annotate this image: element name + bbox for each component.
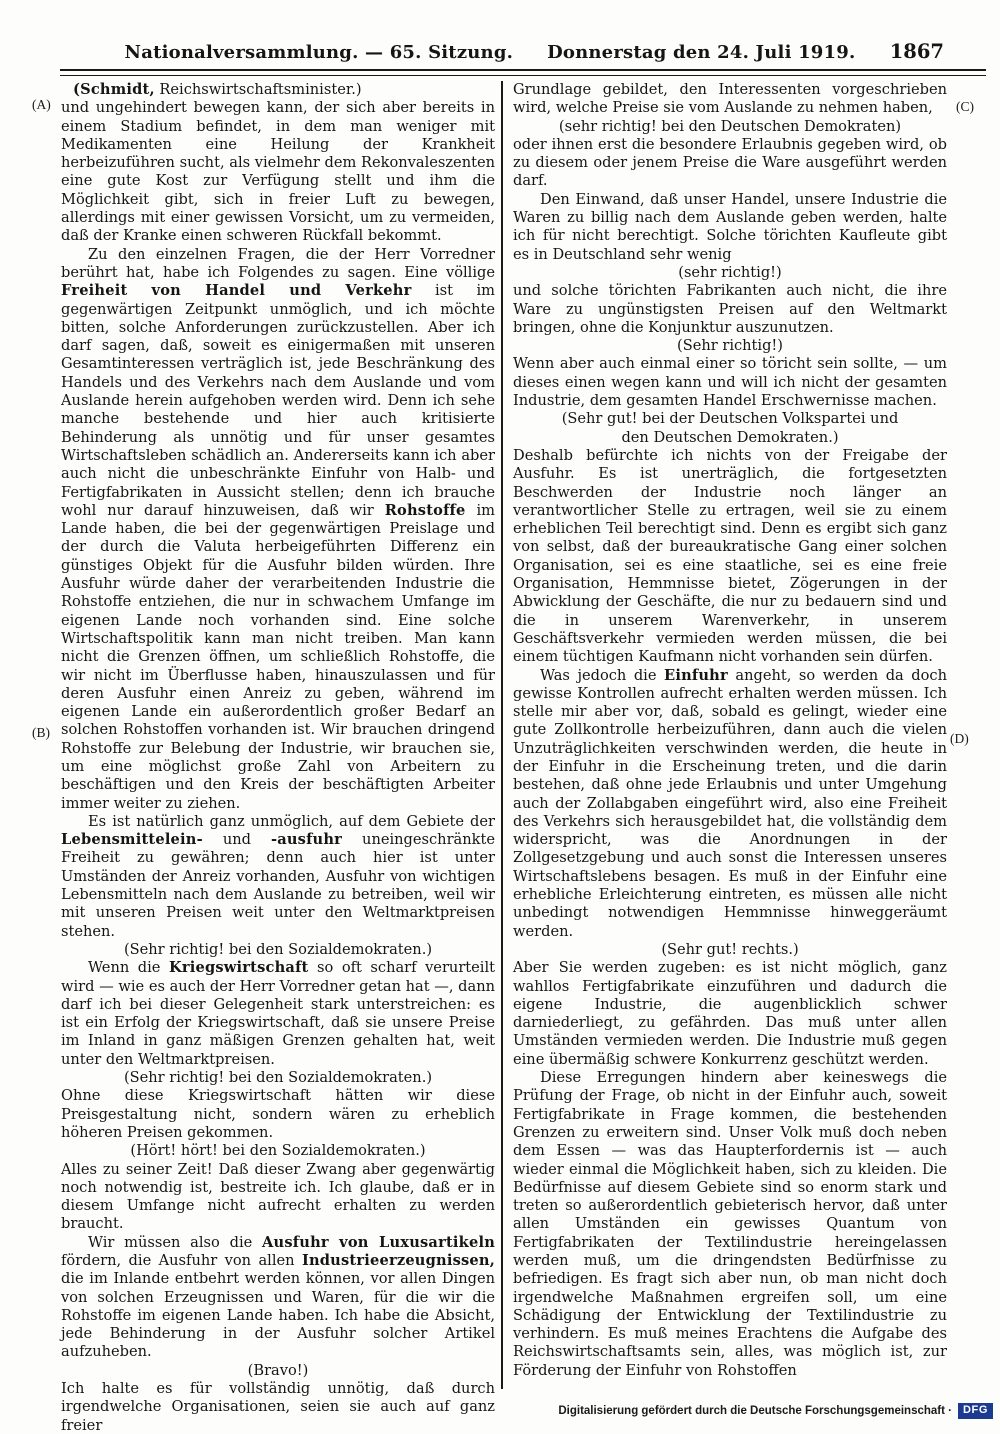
header-rule xyxy=(60,69,986,76)
paragraph xyxy=(513,355,947,410)
body-text: ist im gegenwärtigen Zeitpunkt unmöglich, und ich möchte bitten, solche Anforderungen zurückzustellen. Aber ich darf sagen, daß, soweit es einigermaßen mit unseren Gesamtinteressen verträglich ist, jede Beschränkung des Handels und des Verkehrs nach dem Auslande und vom Auslande herein aufgehoben werden wird. Denn ich sehe manche bestehende und hier auch kritisierte Behinderung als unnötig und für unser gesamtes Wirtschaftsleben schädlich an. Andererseits kann ich aber auch nicht die unbeschränkte Einfuhr von Halb- und Fertigfabrikaten in Aussicht stellen; denn ich brauche wohl nur darauf hinzuweisen, daß wir xyxy=(61,282,495,519)
body-text: Aber Sie werden zugeben: es ist nicht möglich, ganz wahllos Fertigfabrikate einzuführen und dadurch die eigene Industrie, die augenblicklich schwer darniederliegt, zu gefährden. Das muß unter allen Umständen vermieden werden. Die Industrie muß gegen eine übermäßig schwere Konkurrenz geschützt werden. xyxy=(513,959,947,1068)
body-text: Wenn aber auch einmal einer so töricht sein sollte, — um dieses einen wegen kann und will ich nicht der gesamten Industrie, dem gesamten Handel Erschwernisse machen. xyxy=(513,355,947,410)
body-text: (Sehr richtig! bei den Sozialdemokraten.) xyxy=(123,940,433,958)
body-text: (Bravo!) xyxy=(247,1361,309,1379)
body-text: (Sehr gut! bei der Deutschen Volkspartei und den Deutschen Demokraten.) xyxy=(561,410,899,446)
emphasized-text: -ausfuhr xyxy=(270,831,343,849)
emphasized-text: Kriegswirtschaft xyxy=(168,959,309,977)
body-text: (sehr richtig!) xyxy=(678,263,782,281)
stage-direction xyxy=(513,941,947,959)
paragraph xyxy=(61,1087,495,1142)
paragraph xyxy=(61,1161,495,1234)
body-text: Deshalb befürchte ich nichts von der Freigabe der Ausfuhr. Es ist unerträglich, die fortgesetzten Beschwerden der Industrie noch länger an verantwortlicher Stelle zu ertragen, weil sie zu einem erheblichen Teil berechtigt sind. Denn es ergibt sich ganz von selbst, daß der bureaukratische Gang einer solchen Organisation, sei es eine staatliche, sei es eine freie Organisation, Hemmnisse bietet, Zögerungen in der Abwicklung der Geschäfte, die nur zu bedauern sind und die in unserem Warenverkehr, in unserem Geschäftsverkehr vermieden werden müssen, die bei einem tüchtigen Kaufmann nicht vorhanden sein dürfen. xyxy=(513,446,947,666)
body-text: oder ihnen erst die besondere Erlaubnis gegeben wird, ob zu diesem oder jenem Preise die Ware ausgeführt werden darf. xyxy=(513,135,947,190)
body-text: Reichswirtschaftsminister.) xyxy=(154,81,362,98)
emphasized-text: Einfuhr xyxy=(664,666,728,684)
body-text: (Sehr richtig!) xyxy=(677,337,783,355)
paragraph xyxy=(513,81,947,118)
emphasized-text: Freiheit von Handel und Verkehr xyxy=(61,282,412,300)
stage-direction xyxy=(61,1069,495,1087)
body-text: (sehr richtig! bei den Deutschen Demokraten) xyxy=(558,117,902,135)
emphasized-text: Industrieerzeugnissen, xyxy=(301,1252,495,1269)
body-text: Ich halte es für vollständig unnötig, daß durch irgendwelche Organisationen, seien sie auch auf ganz freier xyxy=(61,1380,495,1434)
paragraph xyxy=(513,1069,947,1380)
body-text: Wenn die xyxy=(88,959,169,977)
paragraph xyxy=(513,447,947,667)
stage-direction xyxy=(513,410,947,447)
margin-marker-d: (D) xyxy=(950,731,969,746)
session-title: Nationalversammlung. — 65. Sitzung. xyxy=(124,42,514,63)
paragraph xyxy=(61,959,495,1069)
body-text: Ohne diese Kriegswirtschaft hätten wir diese Preisgestaltung nicht, sondern wären zu erheblich höheren Preisen gekommen. xyxy=(61,1087,495,1141)
stage-direction xyxy=(513,118,947,136)
body-text: Grundlage gebildet, den Interessenten vorgeschrieben wird, welche Preise sie vom Auslande zu nehmen haben, xyxy=(513,81,947,117)
body-text: und ungehindert bewegen kann, der sich aber bereits in einem Stadium befindet, in dem man weniger mit Medikamenten eine Heilung der Krankheit herbeizuführen sucht, als vielmehr dem Rekonvaleszenten eine gute Kost zur Verfügung stellt und ihm die Möglichkeit gibt, sich in freier Luft zu bewegen, allerdings mit einer gewissen Vorsicht, um zu vermeiden, daß der Kranke einen schweren Rückfall bekommt. xyxy=(61,99,495,245)
body-text: (Hört! hört! bei den Sozialdemokraten.) xyxy=(130,1142,426,1160)
running-head xyxy=(60,42,920,63)
emphasized-text: Ausfuhr von Luxusartikeln xyxy=(262,1233,496,1251)
stage-direction xyxy=(61,941,495,959)
right-text-column xyxy=(513,81,947,1380)
stage-direction xyxy=(61,1142,495,1160)
body-text: Diese Erregungen hindern aber keineswegs die Prüfung der Frage, ob nicht in der Einfuhr auch, soweit Fertigfabrikate in Frage kommen, die bestehenden Grenzen zu erweitern sind. Unser Volk muß doch neben dem Essen — was das Haupterfordernis ist — auch wieder einmal die Möglichkeit haben, sich zu kleiden. Die Bedürfnisse auf diesem Gebiete sind so enorm stark und treten so außerordentlich gebieterisch hervor, daß unter allen Umständen ein gewisses Quantum von Fertigfabrikaten der Textilindustrie hereingelassen werden muß, um die dringendsten Bedürfnisse zu befriedigen. Es fragt sich aber nun, ob man nicht doch irgendwelche Maßnahmen ergreifen soll, um eine Schädigung der Entwicklung der Textilindustrie zu verhindern. Es muß meines Erachtens die Aufgabe des Reichswirtschaftsamts sein, alles, was möglich ist, zur Förderung der Einfuhr von Rohstoffen xyxy=(513,1069,947,1379)
page-number: 1867 xyxy=(889,40,944,63)
body-text: uneingeschränkte Freiheit zu gewähren; denn auch hier ist unter Umständen der Anreiz vorhanden, Ausfuhr von wichtigen Lebensmitteln nach dem Auslande zu betreiben, weil wir mit unseren Preisen weit unter den Weltmarktpreisen stehen. xyxy=(61,831,496,940)
margin-marker-c: (C) xyxy=(956,99,974,114)
body-text: angeht, so werden da doch gewisse Kontrollen aufrecht erhalten werden müssen. Ich stelle mir aber vor, daß, sobald es gelingt, wieder eine gute Zollkontrolle herbeizuführen, dann auch die vielen Unzuträglichkeiten verschwinden werden, die heute in der Einfuhr in die Erscheinung treten, und die darin bestehen, daß ohne jede Erlaubnis und unter Umgehung auch der Zollabgaben eingeführt wird, also eine Freiheit des Verkehrs sich herausgebildet hat, die vollständig dem widerspricht, was die Anordnungen in der Zollgesetzgebung und auch sonst die Interessen unseres Wirtschaftslebens besagen. Es muß in der Einfuhr eine erhebliche Erleichterung eintreten, es müssen alle nicht unbedingt notwendigen Hemmnisse hinweggeräumt werden. xyxy=(513,666,947,940)
dfg-logo: DFG xyxy=(958,1403,993,1419)
paragraph xyxy=(513,959,947,1069)
paragraph xyxy=(61,1380,495,1434)
body-text: Was jedoch die xyxy=(540,666,664,684)
speaker-attribution xyxy=(61,81,495,99)
emphasized-text: Rohstoffe xyxy=(384,501,466,519)
left-text-column xyxy=(61,81,495,1434)
paragraph xyxy=(513,282,947,337)
body-text: und xyxy=(202,831,271,849)
paragraph xyxy=(513,136,947,191)
paragraph xyxy=(513,191,947,264)
paragraph xyxy=(61,99,495,245)
credit-text: Digitalisierung gefördert durch die Deutsche Forschungsgemeinschaft · xyxy=(558,1405,952,1417)
paragraph xyxy=(61,1234,495,1362)
body-text: (Sehr gut! rechts.) xyxy=(661,940,799,958)
body-text: Wir müssen also die xyxy=(88,1233,263,1251)
body-text: im Lande haben, die bei der gegenwärtigen Preislage und der durch die Valuta herbeigeführten Differenz ein günstiges Objekt für die Ausfuhr bilden würden. Ihre Ausfuhr würde daher der verarbeitenden Industrie die Rohstoffe entziehen, die nur in schwachem Umfange im eigenen Lande noch vorhanden sind. Eine solche Wirtschaftspolitik kann man nicht treiben. Man kann nicht die Grenzen öffnen, um schließlich Rohstoffe, die wir nicht im Überflusse haben, hinauszulassen und für deren Ausfuhr einen Anreiz zu geben, während im eigenen Lande ein außerordentlich großer Bedarf an solchen Rohstoffen vorhanden ist. Wir brauchen dringend Rohstoffe zur Belebung der Industrie, wir brauchen sie, um eine möglichst große Zahl von Arbeitern zu beschäftigen und den Kreis der beschäftigten Arbeiter immer weiter zu ziehen. xyxy=(61,501,495,812)
body-text: so oft scharf verurteilt wird — wie es auch der Herr Vorredner getan hat —, dann darf ich bei dieser Gelegenheit stark unterstreichen: es ist ein Erfolg der Kriegswirtschaft, daß sie unsere Preise im Inland in ganz mäßigen Grenzen gehalten hat, weit unter den Weltmarktpreisen. xyxy=(61,959,495,1068)
paragraph xyxy=(61,246,495,813)
body-text: Den Einwand, daß unser Handel, unsere Industrie die Waren zu billig nach dem Auslande geben werden, halte ich für nicht berechtigt. Solche törichten Kaufleute gibt es in Deutschland sehr wenig xyxy=(513,190,947,263)
body-text: und solche törichten Fabrikanten auch nicht, die ihre Ware zu ungünstigsten Preisen auf den Weltmarkt bringen, ohne die Konjunktur auszunutzen. xyxy=(513,282,947,336)
body-text: (Sehr richtig! bei den Sozialdemokraten.) xyxy=(123,1069,433,1087)
body-text: fördern, die Ausfuhr von allen xyxy=(61,1252,302,1269)
margin-marker-a: (A) xyxy=(32,97,51,112)
stage-direction xyxy=(513,337,947,355)
emphasized-text: (Schmidt, xyxy=(73,81,155,98)
body-text: Zu den einzelnen Fragen, die der Herr Vorredner berührt hat, habe ich Folgendes zu sagen. Eine völlige xyxy=(61,245,495,281)
paragraph xyxy=(513,667,947,941)
margin-marker-b: (B) xyxy=(32,725,50,740)
column-divider xyxy=(501,81,503,1389)
session-date: Donnerstag den 24. Juli 1919. xyxy=(547,42,856,63)
body-text: Es ist natürlich ganz unmöglich, auf dem Gebiete der xyxy=(88,812,495,830)
body-text: Alles zu seiner Zeit! Daß dieser Zwang aber gegenwärtig noch notwendig ist, bestreite ich. Ich glaube, daß er in diesem Umfange nicht aufrecht erhalten zu werden braucht. xyxy=(61,1160,495,1233)
digitization-credit xyxy=(558,1403,993,1419)
paragraph xyxy=(61,813,495,941)
body-text: die im Inlande entbehrt werden können, vor allen Dingen von solchen Erzeugnissen und Waren, für die wir die Rohstoffe im eigenen Lande haben. Ich habe die Absicht, jede Behinderung in der Ausfuhr solcher Artikel aufzuheben. xyxy=(61,1270,495,1361)
stage-direction xyxy=(513,264,947,282)
emphasized-text: Lebensmittelein- xyxy=(61,831,203,849)
stage-direction xyxy=(61,1362,495,1380)
